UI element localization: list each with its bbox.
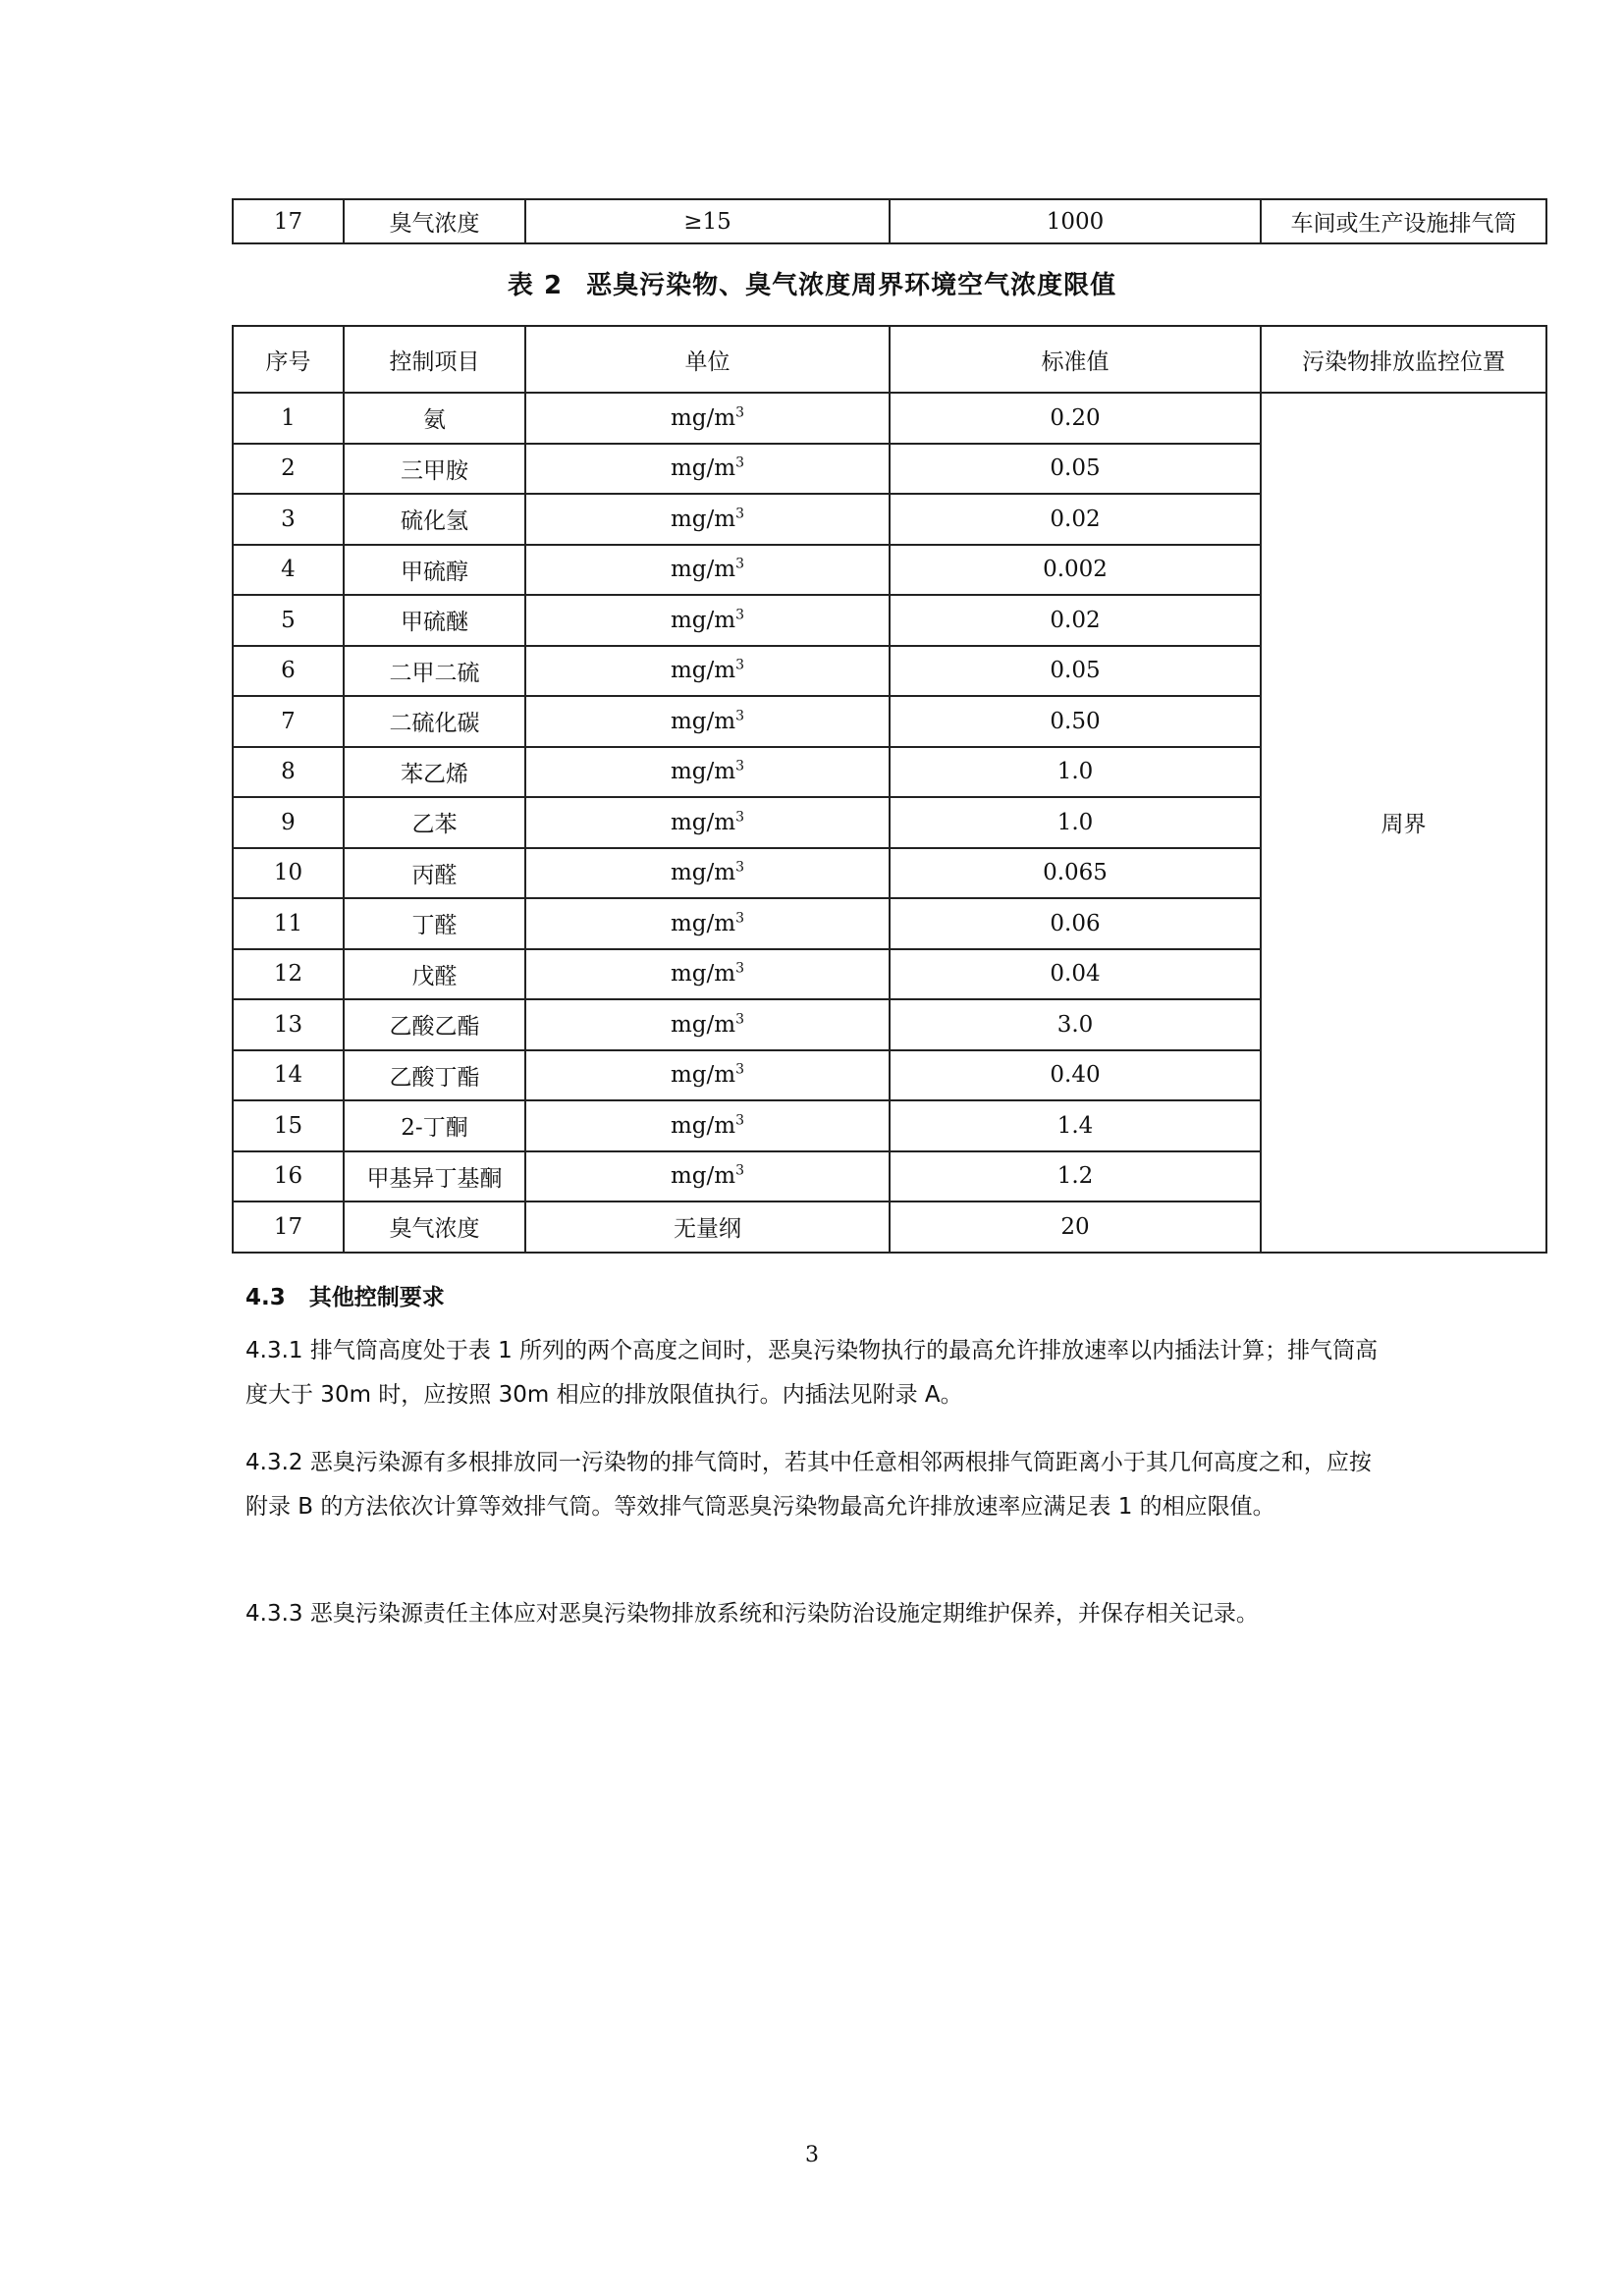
standard-value: 1.2 xyxy=(890,1151,1261,1202)
row-no: 2 xyxy=(233,444,344,495)
standard-value: 0.05 xyxy=(890,444,1261,495)
standard-value: 20 xyxy=(890,1201,1261,1253)
unit-base: mg/m xyxy=(670,961,736,988)
row-no: 1 xyxy=(233,393,344,444)
unit-exponent: 3 xyxy=(735,506,744,522)
standard-value: 3.0 xyxy=(890,999,1261,1050)
stack-height: ≥15 xyxy=(525,199,890,243)
unit-base: mg/m xyxy=(670,455,736,482)
table-row xyxy=(233,199,1546,243)
row-no: 13 xyxy=(233,999,344,1050)
row-no: 14 xyxy=(233,1050,344,1101)
unit-cell xyxy=(525,1151,890,1202)
unit-cell xyxy=(525,1100,890,1151)
unit-base: mg/m xyxy=(670,1163,736,1190)
table-header-row xyxy=(233,326,1546,393)
unit-exponent: 3 xyxy=(735,758,744,774)
unit-base: mg/m xyxy=(670,506,736,532)
unit-exponent: 3 xyxy=(735,1112,744,1129)
control-item: 甲硫醇 xyxy=(344,545,525,596)
table-row xyxy=(233,393,1546,444)
unit-cell xyxy=(525,747,890,798)
col-header-item: 控制项目 xyxy=(344,326,525,393)
control-item: 戊醛 xyxy=(344,949,525,1000)
row-no: 4 xyxy=(233,545,344,596)
unit-cell xyxy=(525,999,890,1050)
unit-cell xyxy=(525,595,890,646)
unit-exponent: 3 xyxy=(735,960,744,977)
standard-value: 0.05 xyxy=(890,646,1261,697)
control-item: 二硫化碳 xyxy=(344,696,525,747)
control-item: 甲基异丁基酮 xyxy=(344,1151,525,1202)
unit-base: mg/m xyxy=(670,708,736,734)
row-no: 16 xyxy=(233,1151,344,1202)
table1-continuation xyxy=(232,198,1547,244)
standard-value: 0.02 xyxy=(890,494,1261,545)
unit-exponent: 3 xyxy=(735,556,744,572)
standard-value: 0.04 xyxy=(890,949,1261,1000)
control-item: 2-丁酮 xyxy=(344,1100,525,1151)
control-item: 甲硫醚 xyxy=(344,595,525,646)
unit-cell xyxy=(525,494,890,545)
row-no: 3 xyxy=(233,494,344,545)
table2-caption xyxy=(0,265,1624,301)
unit-exponent: 3 xyxy=(735,657,744,673)
row-no: 12 xyxy=(233,949,344,1000)
unit-exponent: 3 xyxy=(735,910,744,927)
unit-cell xyxy=(525,898,890,949)
col-header-no: 序号 xyxy=(233,326,344,393)
monitor-location: 周界 xyxy=(1261,393,1546,1253)
unit-base: mg/m xyxy=(670,1062,736,1089)
control-item: 三甲胺 xyxy=(344,444,525,495)
row-no: 11 xyxy=(233,898,344,949)
row-no: 15 xyxy=(233,1100,344,1151)
unit-base: mg/m xyxy=(670,1011,736,1038)
unit-exponent: 3 xyxy=(735,454,744,471)
unit-cell xyxy=(525,444,890,495)
control-item: 二甲二硫 xyxy=(344,646,525,697)
control-item: 丙醛 xyxy=(344,848,525,899)
control-item: 臭气浓度 xyxy=(344,1201,525,1253)
control-item: 丁醛 xyxy=(344,898,525,949)
unit-base: mg/m xyxy=(670,1112,736,1139)
unit-base: mg/m xyxy=(670,404,736,431)
control-item: 乙苯 xyxy=(344,797,525,848)
unit-cell xyxy=(525,545,890,596)
row-no: 10 xyxy=(233,848,344,899)
unit-base: mg/m xyxy=(670,860,736,886)
unit-exponent: 3 xyxy=(735,809,744,826)
row-no: 17 xyxy=(233,199,344,243)
unit-exponent: 3 xyxy=(735,1162,744,1179)
standard-value: 0.20 xyxy=(890,393,1261,444)
col-header-location: 污染物排放监控位置 xyxy=(1261,326,1546,393)
unit-cell xyxy=(525,949,890,1000)
section-heading xyxy=(245,1279,445,1311)
standard-value: 1.4 xyxy=(890,1100,1261,1151)
unit-exponent: 3 xyxy=(735,859,744,876)
row-no: 6 xyxy=(233,646,344,697)
standard-value: 0.002 xyxy=(890,545,1261,596)
standard-value: 1.0 xyxy=(890,797,1261,848)
unit-cell xyxy=(525,696,890,747)
standard-value: 0.06 xyxy=(890,898,1261,949)
unit-cell xyxy=(525,1050,890,1101)
paragraph-4-3-1: 4.3.1 排气筒高度处于表 1 所列的两个高度之间时，恶臭污染物执行的最高允许排放速率以内插法计算；排气筒高度大于 30m 时，应按照 30m 相应的排放限值执行。内插法见附录 A。 xyxy=(245,1338,1379,1408)
unit-exponent: 3 xyxy=(735,1011,744,1028)
unit-base: mg/m xyxy=(670,557,736,583)
table2 xyxy=(232,325,1547,1254)
unit-exponent: 3 xyxy=(735,607,744,623)
section-number: 4.3 xyxy=(245,1285,286,1310)
unit-base: mg/m xyxy=(670,809,736,835)
page-number: 3 xyxy=(805,2143,819,2167)
row-no: 5 xyxy=(233,595,344,646)
section-title: 其他控制要求 xyxy=(308,1285,445,1310)
standard-value: 0.40 xyxy=(890,1050,1261,1101)
monitor-location: 车间或生产设施排气筒 xyxy=(1261,199,1546,243)
table2-caption-number: 表 2 xyxy=(507,271,564,300)
unit-base: mg/m xyxy=(670,759,736,785)
standard-value: 0.50 xyxy=(890,696,1261,747)
table2-caption-text: 恶臭污染物、臭气浓度周界环境空气浓度限值 xyxy=(586,271,1117,300)
col-header-unit: 单位 xyxy=(525,326,890,393)
unit-base: mg/m xyxy=(670,910,736,936)
row-no: 9 xyxy=(233,797,344,848)
unit-cell xyxy=(525,848,890,899)
paragraph-4-3-2: 4.3.2 恶臭污染源有多根排放同一污染物的排气筒时，若其中任意相邻两根排气筒距离小于其几何高度之和，应按附录 B 的方法依次计算等效排气筒。等效排气筒恶臭污染物最高允许排放速率应满足表 1 的相应限值。 xyxy=(245,1450,1372,1520)
row-no: 8 xyxy=(233,747,344,798)
unit-cell xyxy=(525,646,890,697)
standard-value: 0.065 xyxy=(890,848,1261,899)
control-item: 乙酸乙酯 xyxy=(344,999,525,1050)
unit-cell: 无量纲 xyxy=(525,1201,890,1253)
standard-value: 1.0 xyxy=(890,747,1261,798)
control-item: 氨 xyxy=(344,393,525,444)
col-header-value: 标准值 xyxy=(890,326,1261,393)
control-item: 乙酸丁酯 xyxy=(344,1050,525,1101)
standard-value: 0.02 xyxy=(890,595,1261,646)
unit-exponent: 3 xyxy=(735,708,744,724)
unit-cell xyxy=(525,797,890,848)
unit-base: mg/m xyxy=(670,658,736,684)
unit-cell xyxy=(525,393,890,444)
unit-exponent: 3 xyxy=(735,1061,744,1078)
row-no: 7 xyxy=(233,696,344,747)
row-no: 17 xyxy=(233,1201,344,1253)
limit-value: 1000 xyxy=(890,199,1261,243)
control-item: 臭气浓度 xyxy=(344,199,525,243)
control-item: 硫化氢 xyxy=(344,494,525,545)
control-item: 苯乙烯 xyxy=(344,747,525,798)
unit-exponent: 3 xyxy=(735,404,744,421)
paragraph-4-3-3: 4.3.3 恶臭污染源责任主体应对恶臭污染物排放系统和污染防治设施定期维护保养，并保存相关记录。 xyxy=(245,1601,1259,1627)
unit-base: mg/m xyxy=(670,607,736,633)
